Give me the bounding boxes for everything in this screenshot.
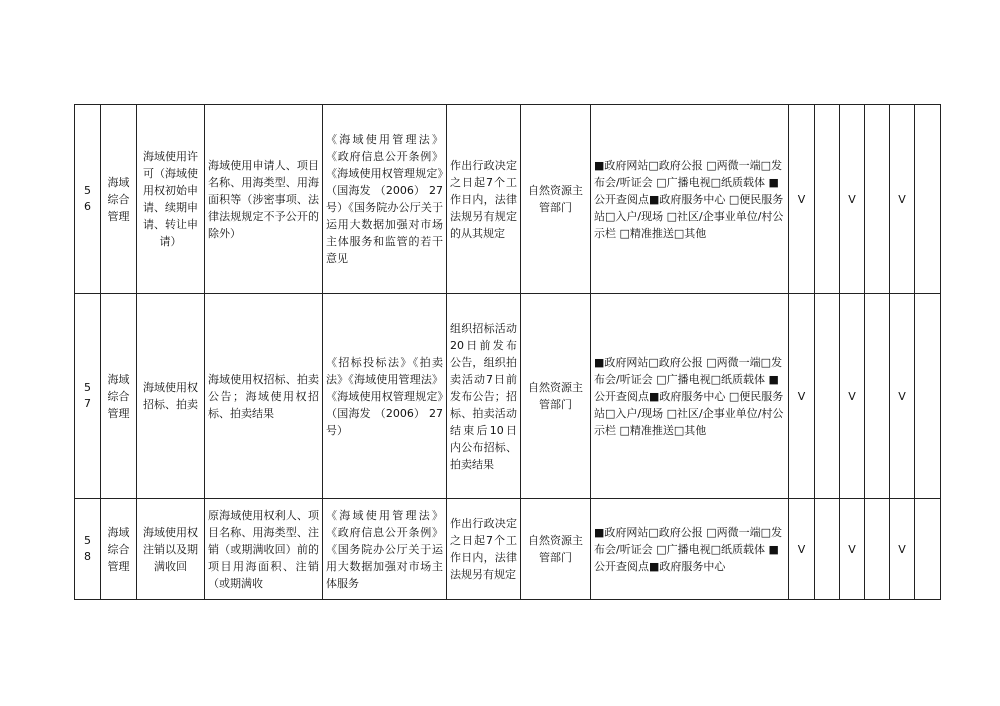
dept-cell: 自然资源主管部门 <box>521 105 591 294</box>
mark-cell: V <box>890 294 915 499</box>
mark-cell <box>915 294 941 499</box>
basis-cell: 《海域使用管理法》 《政府信息公开条例》《国务院办公厅关于运用大数据加强对市场主体服务 <box>323 499 447 600</box>
item-cell: 海域使用权招标、拍卖 <box>137 294 205 499</box>
content-cell: 海域使用申请人、项目名称、用海类型、用海面积等（涉密事项、法律法规规定不予公开的除外） <box>205 105 323 294</box>
channels-cell: ■政府网站□政府公报 □两微一端□发布会/听证会 □广播电视□纸质载体 ■公开查阅点■政府服务中心 □便民服务站□入户/现场 □社区/企事业单位/村公示栏 □精准推送□其他 <box>591 105 789 294</box>
mark-cell: V <box>890 499 915 600</box>
mark-cell <box>815 105 840 294</box>
mark-cell: V <box>840 105 865 294</box>
item-cell: 海域使用权注销以及期满收回 <box>137 499 205 600</box>
table-row <box>75 294 941 499</box>
mark-cell <box>865 499 890 600</box>
mark-cell: V <box>840 294 865 499</box>
content-cell: 海域使用权招标、拍卖公告；海域使用权招标、拍卖结果 <box>205 294 323 499</box>
disclosure-table <box>74 104 941 600</box>
mark-cell: V <box>840 499 865 600</box>
mark-cell <box>865 294 890 499</box>
item-cell: 海域使用许可（海域使用权初始申请、续期申请、转让申请） <box>137 105 205 294</box>
mark-cell <box>865 105 890 294</box>
mark-cell <box>815 499 840 600</box>
category-cell: 海域综合管理 <box>101 294 137 499</box>
table-row <box>75 499 941 600</box>
row-number-cell: 5 6 <box>75 105 101 294</box>
time-limit-cell: 作出行政决定之日起7个工作日内，法律法规另有规定的从其规定 <box>447 105 521 294</box>
content-cell: 原海域使用权利人、项目名称、用海类型、注销（或期满收回）前的项目用海面积、注销（或期满收 <box>205 499 323 600</box>
table-row <box>75 105 941 294</box>
mark-cell: V <box>789 499 815 600</box>
row-number-cell: 5 7 <box>75 294 101 499</box>
mark-cell: V <box>789 105 815 294</box>
row-number-cell: 5 8 <box>75 499 101 600</box>
channels-cell: ■政府网站□政府公报 □两微一端□发布会/听证会 □广播电视□纸质载体 ■公开查阅点■政府服务中心 □便民服务站□入户/现场 □社区/企事业单位/村公示栏 □精准推送□其他 <box>591 294 789 499</box>
category-cell: 海域综合管理 <box>101 105 137 294</box>
dept-cell: 自然资源主管部门 <box>521 294 591 499</box>
category-cell: 海域综合管理 <box>101 499 137 600</box>
basis-cell: 《海域使用管理法》 《政府信息公开条例》《海域使用权管理规定》（国海发 （2006） 27号）《国务院办公厅关于运用大数据加强对市场主体服务和监管的若干意见 <box>323 105 447 294</box>
channels-cell: ■政府网站□政府公报 □两微一端□发布会/听证会 □广播电视□纸质载体 ■公开查阅点■政府服务中心 <box>591 499 789 600</box>
mark-cell: V <box>789 294 815 499</box>
dept-cell: 自然资源主管部门 <box>521 499 591 600</box>
time-limit-cell: 组织招标活动20日前发布公告，组织拍卖活动7日前发布公告；招标、拍卖活动结束后10日内公布招标、拍卖结果 <box>447 294 521 499</box>
mark-cell <box>915 105 941 294</box>
time-limit-cell: 作出行政决定之日起7个工作日内，法律法规另有规定 <box>447 499 521 600</box>
basis-cell: 《招标投标法》《拍卖法》《海域使用管理法》《海域使用权管理规定》（国海发 （2006） 27号） <box>323 294 447 499</box>
mark-cell <box>915 499 941 600</box>
mark-cell <box>815 294 840 499</box>
mark-cell: V <box>890 105 915 294</box>
